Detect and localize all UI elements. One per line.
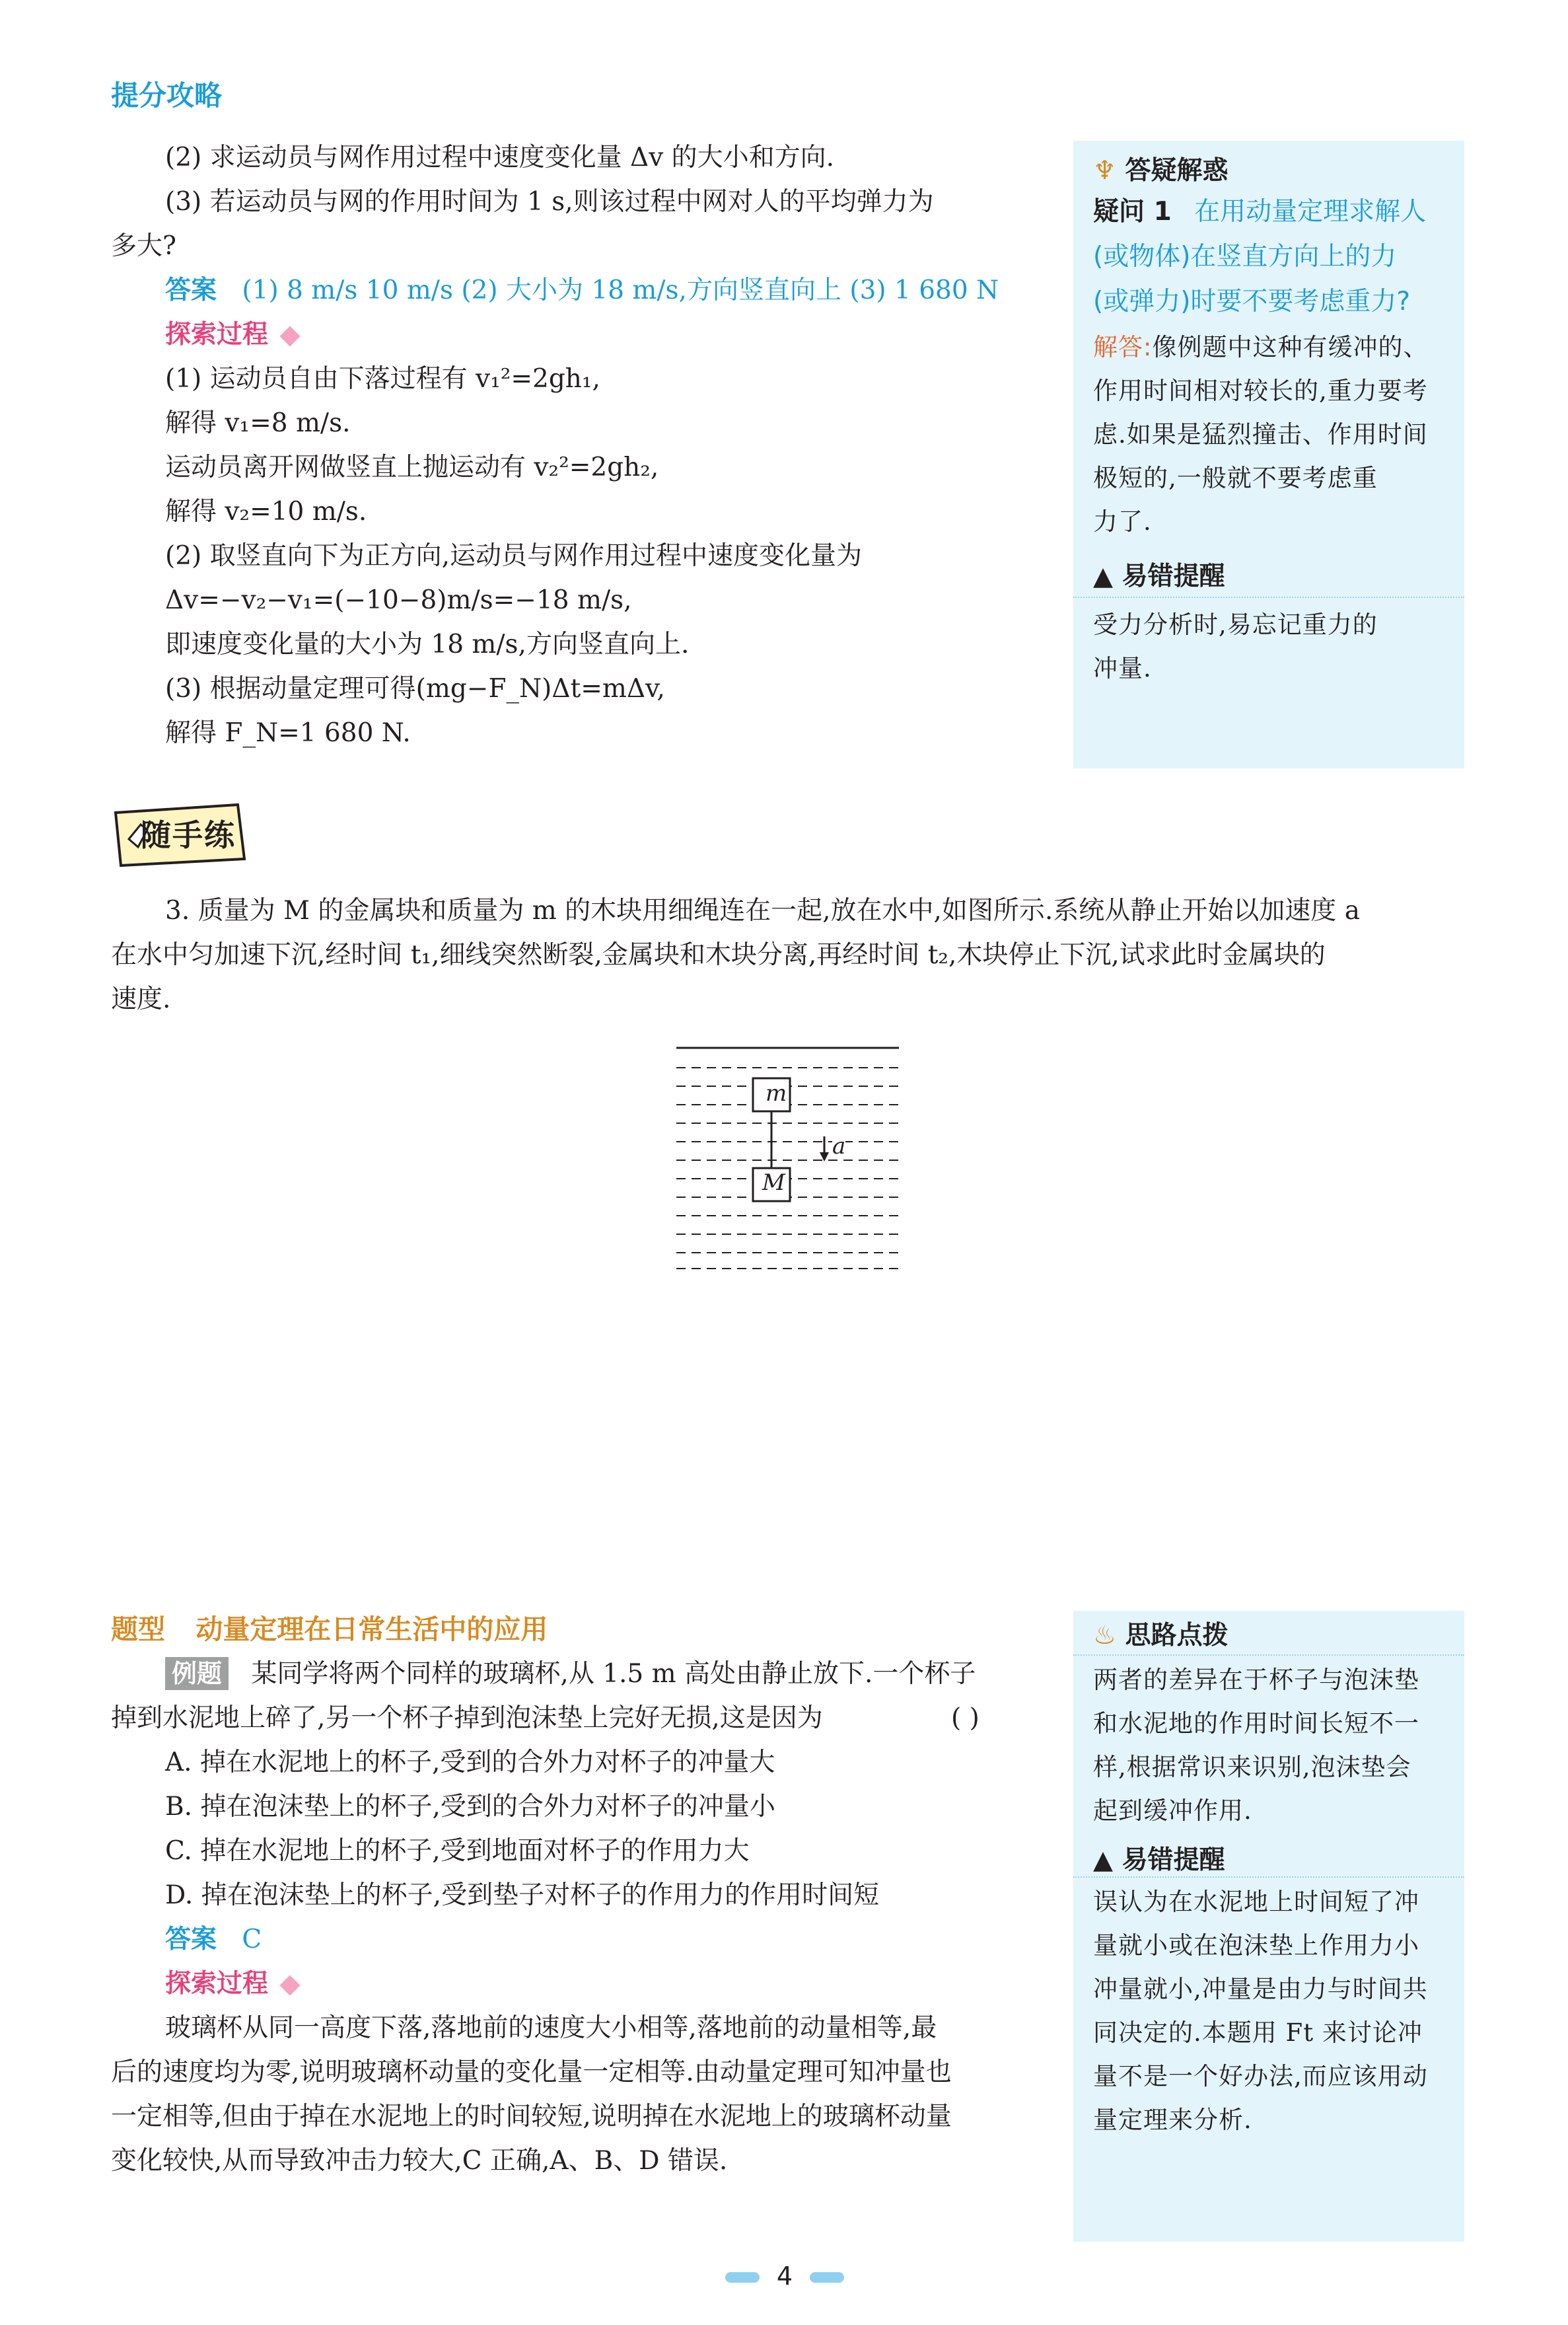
- sidebar-qa-title-wrap: [1093, 150, 1229, 187]
- explore-heading-2: [165, 1962, 297, 2007]
- answer-text: 极短的,一般就不要考虑重: [1093, 464, 1378, 492]
- question-text: (或物体)在竖直方向上的力: [1093, 242, 1397, 272]
- example-explore-line: 玻璃杯从同一高度下落,落地前的速度大小相等,落地前的动量相等,最: [165, 2013, 937, 2043]
- practice-badge-label: 随手练: [141, 817, 236, 853]
- option-c: C. 掉在水泥地上的杯子,受到地面对杯子的作用力大: [165, 1836, 750, 1866]
- page-number: 4: [776, 2262, 793, 2291]
- option-d: D. 掉在泡沫垫上的杯子,受到垫子对杯子的作用力的作用时间短: [165, 1880, 880, 1910]
- example-explore-line: 一定相等,但由于掉在水泥地上的时间较短,说明掉在水泥地上的玻璃杯动量: [111, 2102, 952, 2131]
- question-3-line1: (3) 若运动员与网的作用时间为 1 s,则该过程中网对人的平均弹力为: [165, 187, 934, 217]
- example-line-1: [165, 1652, 976, 1697]
- warning-text: 冲量.: [1093, 654, 1152, 683]
- answer-1: [165, 268, 999, 313]
- explore-line: (3) 根据动量定理可得(mg−F_N)Δt=mΔv,: [165, 674, 665, 704]
- trophy-icon: ♆: [1093, 156, 1116, 186]
- answer-label: 解答:: [1093, 333, 1153, 361]
- option-b: B. 掉在泡沫垫上的杯子,受到的合外力对杯子的冲量小: [165, 1792, 775, 1822]
- warning-icon: ▲: [1093, 1845, 1113, 1875]
- explore-line: (1) 运动员自由下落过程有 v₁²=2gh₁,: [165, 364, 600, 394]
- divider: [1073, 597, 1464, 598]
- accel-label: a: [832, 1133, 846, 1160]
- section-heading: [111, 1607, 548, 1653]
- answer-line: [1093, 326, 1428, 369]
- explore-line: (2) 取竖直向下为正方向,运动员与网作用过程中速度变化量为: [165, 541, 863, 571]
- diamond-icon: [280, 1975, 301, 1995]
- small-block-label: m: [766, 1080, 787, 1107]
- explore-label: 探索过程: [165, 320, 269, 350]
- water-figure: [674, 1044, 902, 1272]
- practice-line: 在水中匀加速下沉,经时间 t₁,细线突然断裂,金属块和木块分离,再经时间 t₂,木块停止下沉,试求此时金属块的: [111, 940, 1326, 970]
- sidebar-qa: [1073, 141, 1464, 768]
- sidebar-hint: [1073, 1611, 1464, 2242]
- question-text: 在用动量定理求解人: [1194, 197, 1427, 227]
- page-number-bar: [719, 2264, 851, 2291]
- warning-text: 冲量就小,冲量是由力与时间共: [1093, 1975, 1428, 2003]
- example-tag: 例题: [165, 1657, 229, 1690]
- example-text: 某同学将两个同样的玻璃杯,从 1.5 m 高处由静止放下.一个杯子: [251, 1659, 976, 1689]
- practice-line: 3. 质量为 M 的金属块和质量为 m 的木块用细绳连在一起,放在水中,如图所示.系统从静止开始以加速度 a: [165, 896, 1360, 926]
- warning-title: 易错提醒: [1122, 562, 1225, 591]
- question-line: [1093, 190, 1426, 235]
- practice-badge: [109, 799, 248, 872]
- divider: [1073, 1876, 1464, 1878]
- example-answer: [165, 1917, 262, 1962]
- page-number-right-pill: [810, 2272, 844, 2283]
- sidebar-hint-title-wrap: [1093, 1615, 1229, 1652]
- warning-text: 误认为在水泥地上时间短了冲: [1093, 1888, 1419, 1916]
- section-title: 动量定理在日常生活中的应用: [196, 1613, 548, 1645]
- example-explore-line: 后的速度均为零,说明玻璃杯动量的变化量一定相等.由动量定理可知冲量也: [111, 2057, 952, 2087]
- warning-text: 量不是一个好办法,而应该用动: [1093, 2062, 1428, 2090]
- page-header-title: 提分攻略: [111, 79, 223, 112]
- answer-text: 作用时间相对较长的,重力要考: [1093, 377, 1428, 405]
- option-a: A. 掉在水泥地上的杯子,受到的合外力对杯子的冲量大: [165, 1748, 775, 1777]
- explore-label: 探索过程: [165, 1969, 269, 1999]
- hint-text: 起到缓冲作用.: [1093, 1796, 1252, 1825]
- answer-text: (1) 8 m/s 10 m/s (2) 大小为 18 m/s,方向竖直向上 (3) 1 680 N: [242, 276, 999, 305]
- hint-text: 样,根据常识来识别,泡沫垫会: [1093, 1753, 1411, 1781]
- explore-line: Δv=−v₂−v₁=(−10−8)m/s=−18 m/s,: [165, 585, 632, 615]
- divider: [1073, 1654, 1464, 1656]
- answer-text: 力了.: [1093, 507, 1152, 536]
- answer-text: 像例题中这种有缓冲的、: [1152, 333, 1429, 361]
- example-answer-value: C: [242, 1925, 262, 1954]
- water-diagram: [674, 1044, 902, 1272]
- explore-line: 解得 F_N=1 680 N.: [165, 718, 411, 748]
- example-explore-line: 变化较快,从而导致冲击力较大,C 正确,A、B、D 错误.: [111, 2146, 728, 2176]
- warning-title: 易错提醒: [1122, 1845, 1225, 1875]
- explore-line: 解得 v₂=10 m/s.: [165, 497, 367, 527]
- question-3-line2: 多大?: [111, 231, 176, 261]
- warning-icon: ▲: [1093, 562, 1113, 591]
- section-label: 题型: [111, 1613, 165, 1645]
- question-label: 疑问 1: [1093, 197, 1172, 227]
- explore-line: 解得 v₁=8 m/s.: [165, 408, 351, 438]
- page-number-left-pill: [725, 2272, 760, 2283]
- lightbulb-icon: ♨: [1093, 1621, 1116, 1650]
- warning-heading: [1093, 556, 1225, 593]
- hint-text: 和水泥地的作用时间长短不一: [1093, 1709, 1419, 1738]
- big-block-label: M: [762, 1169, 785, 1196]
- explore-heading-1: [165, 313, 297, 357]
- explore-line: 即速度变化量的大小为 18 m/s,方向竖直向上.: [165, 630, 690, 659]
- practice-line: 速度.: [111, 984, 171, 1014]
- warning-text: 量定理来分析.: [1093, 2106, 1252, 2134]
- sidebar-hint-title: 思路点拨: [1125, 1621, 1229, 1650]
- example-answer-label: 答案: [165, 1925, 217, 1954]
- warning-text: 量就小或在泡沫垫上作用力小: [1093, 1931, 1419, 1960]
- example-text: 掉到水泥地上碎了,另一个杯子掉到泡沫垫上完好无损,这是因为: [111, 1703, 823, 1733]
- question-text: (或弹力)时要不要考虑重力?: [1093, 287, 1411, 316]
- answer-label: 答案: [165, 276, 217, 305]
- hint-text: 两者的差异在于杯子与泡沫垫: [1093, 1666, 1419, 1694]
- warning-heading: [1093, 1839, 1225, 1876]
- question-2: (2) 求运动员与网作用过程中速度变化量 Δv 的大小和方向.: [165, 143, 835, 172]
- warning-text: 同决定的.本题用 Ft 来讨论冲: [1093, 2018, 1423, 2047]
- answer-text: 虑.如果是猛烈撞击、作用时间: [1093, 420, 1428, 449]
- warning-text: 受力分析时,易忘记重力的: [1093, 610, 1378, 639]
- explore-line: 运动员离开网做竖直上抛运动有 v₂²=2gh₂,: [165, 453, 659, 482]
- answer-parenthesis: ( ): [951, 1703, 980, 1733]
- diamond-icon: [280, 326, 301, 346]
- sidebar-qa-title: 答疑解惑: [1125, 156, 1229, 186]
